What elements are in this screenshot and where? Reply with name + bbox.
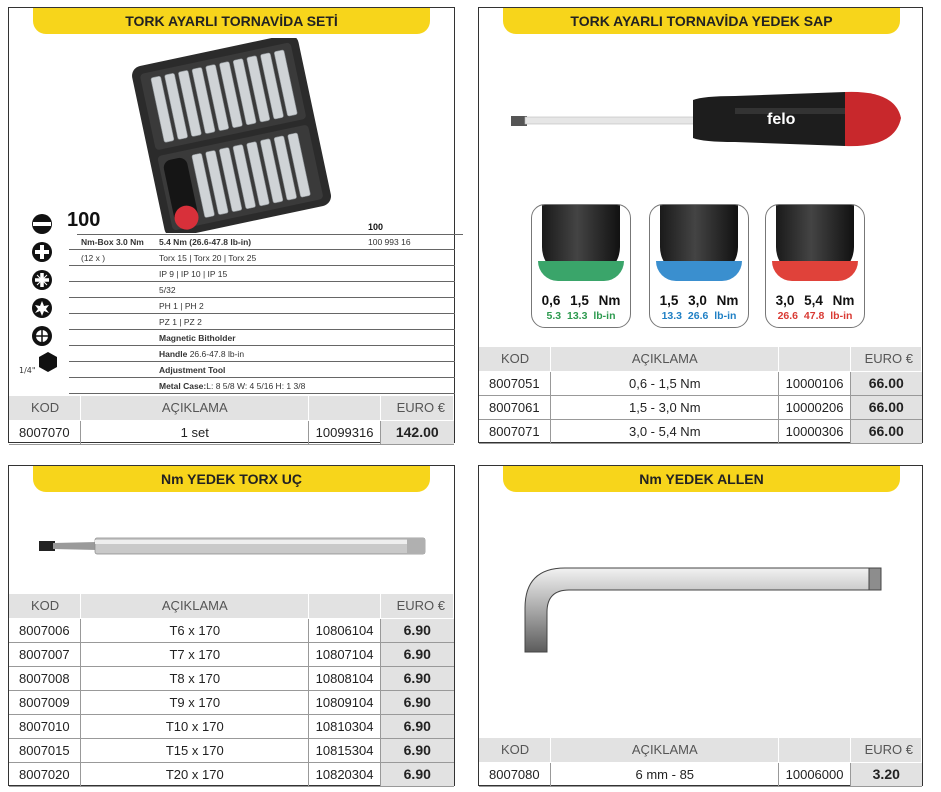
- table-row: 8007009 T9 x 170 10809104 6.90: [9, 690, 454, 714]
- panel-spare-allen-key: [478, 465, 923, 786]
- panel-title: Nm YEDEK TORX UÇ: [33, 466, 430, 492]
- table-row: 8007051 0,6 - 1,5 Nm 10000106 66.00: [479, 371, 922, 395]
- spec-row: Handle 26.6-47.8 lb-in: [69, 346, 455, 362]
- spec-row: Adjustment Tool: [69, 362, 455, 378]
- table-row: 8007071 3,0 - 5,4 Nm 10000306 66.00: [479, 419, 922, 443]
- table-row: 8007015 T15 x 170 10815304 6.90: [9, 738, 454, 762]
- screwdriver-handle-image: [505, 78, 905, 158]
- spec-row: Nm-Box 3.0 Nm 5.4 Nm (26.6-47.8 lb-in) 100 993 16: [69, 234, 455, 250]
- spec-row: (12 x ) Torx 15 | Torx 20 | Torx 25: [69, 250, 455, 266]
- torx-bit-icon: [31, 297, 53, 319]
- spec-row: Magnetic Bitholder: [69, 330, 455, 346]
- spec-row: 5/32: [69, 282, 455, 298]
- tool-case-image: [129, 38, 339, 233]
- slotted-bit-icon: [31, 213, 53, 235]
- spec-row: Metal Case:L: 8 5/8 W: 4 5/16 H: 1 3/8: [69, 378, 455, 394]
- price-table: KOD AÇIKLAMA EURO € 8007080 6 mm - 85 10006000 3.20: [479, 738, 922, 787]
- table-row: 8007010 T10 x 170 10810304 6.90: [9, 714, 454, 738]
- price-table: KOD AÇIKLAMA EURO € 8007070 1 set 10099316 142.00: [9, 396, 454, 445]
- brand-logo: felo: [767, 111, 796, 128]
- allen-key-image: [519, 564, 889, 664]
- panel-torque-screwdriver-set: [8, 7, 455, 443]
- hex-bit-icon: [37, 351, 59, 373]
- table-row: 8007020 T20 x 170 10820304 6.90: [9, 762, 454, 786]
- price-table: KOD AÇIKLAMA EURO € 8007051 0,6 - 1,5 Nm 10000106 66.00 8007061 1,5 - 3,0 Nm 10000206 66.00 8007071 3,0 - 5,4 Nm 10000306 66.00: [479, 347, 922, 444]
- torx-plus-bit-icon: [31, 325, 53, 347]
- torx-bit-image: [37, 532, 429, 562]
- grip-blue: 1,5 3,0 Nm 13.3 26.6 lb-in: [649, 204, 749, 328]
- table-row: 8007080 6 mm - 85 10006000 3.20: [479, 762, 922, 786]
- spec-row: PH 1 | PH 2: [69, 298, 455, 314]
- pozidriv-bit-icon: [31, 269, 53, 291]
- panel-title: TORK AYARLI TORNAVİDA SETİ: [33, 8, 430, 34]
- panel-title: TORK AYARLI TORNAVİDA YEDEK SAP: [503, 8, 900, 34]
- spec-row: PZ 1 | PZ 2: [69, 314, 455, 330]
- panel-spare-torx-bit: [8, 465, 455, 786]
- table-row: 8007061 1,5 - 3,0 Nm 10000206 66.00: [479, 395, 922, 419]
- table-row: 8007008 T8 x 170 10808104 6.90: [9, 666, 454, 690]
- grip-green: 0,6 1,5 Nm 5.3 13.3 lb-in: [531, 204, 631, 328]
- spec-table: [69, 234, 455, 394]
- panel-title: Nm YEDEK ALLEN: [503, 466, 900, 492]
- table-row: 8007070 1 set 10099316 142.00: [9, 420, 454, 444]
- price-table: KOD AÇIKLAMA EURO € 8007006 T6 x 170 10806104 6.90 8007007 T7 x 170 10807104 6.90 8007008 T8 x 170 10808104 6.90 8007009 T9 x 170 10809104 6.90 8007010 T10 x 170 10810304 6.90 8007015 T15 x 170 10815304 6.90 8007020 T20 x 170 10820304 6.90: [9, 594, 454, 787]
- panel-spare-handle: [478, 7, 923, 443]
- hex-size-label: 1/4": [19, 366, 36, 375]
- phillips-bit-icon: [31, 241, 53, 263]
- table-row: 8007006 T6 x 170 10806104 6.90: [9, 618, 454, 642]
- model-number-large: 100: [67, 209, 101, 231]
- spec-row: IP 9 | IP 10 | IP 15: [69, 266, 455, 282]
- table-row: 8007007 T7 x 170 10807104 6.90: [9, 642, 454, 666]
- model-number-small: 100: [368, 222, 384, 232]
- grip-red: 3,0 5,4 Nm 26.6 47.8 lb-in: [765, 204, 865, 328]
